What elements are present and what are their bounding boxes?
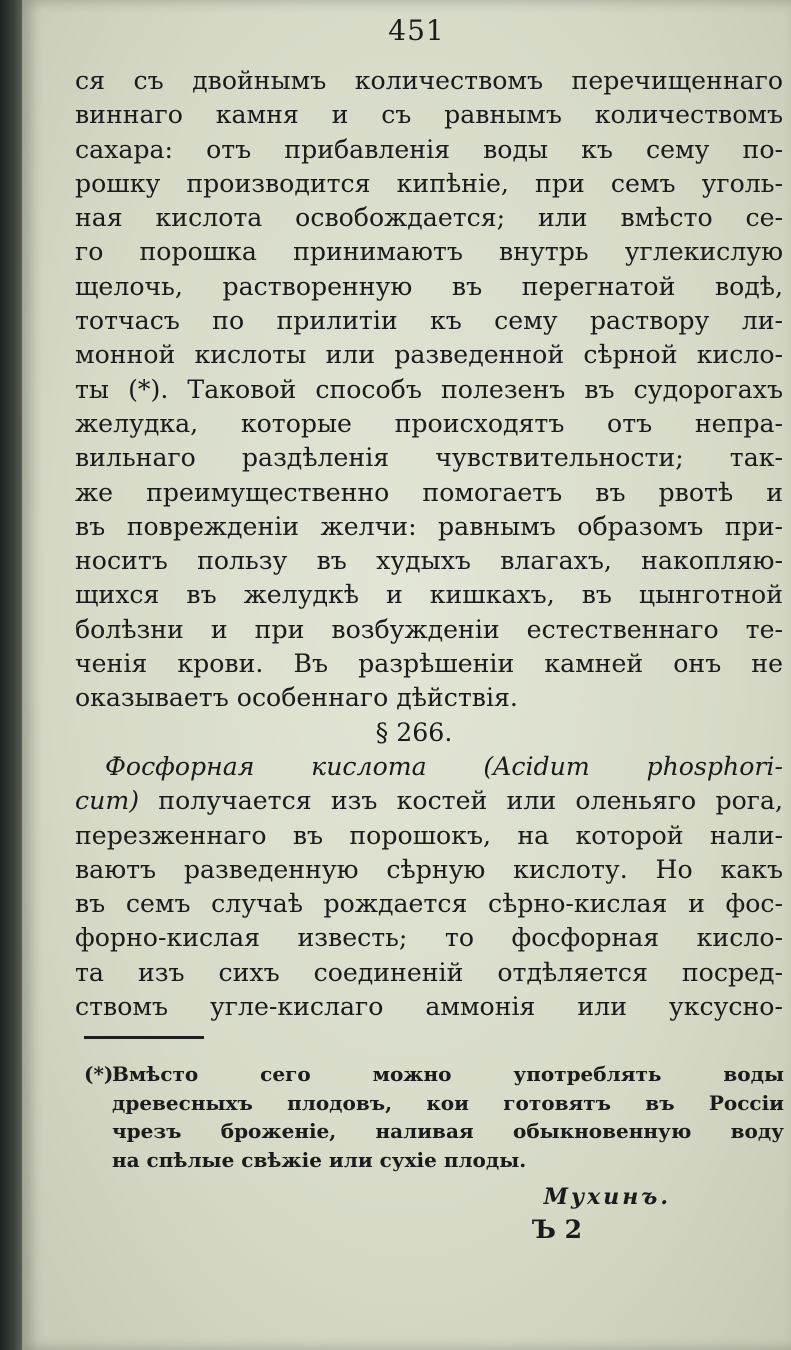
text-line: монной кислоты или разведенной сѣрной кисло- <box>75 340 783 370</box>
footnote-line <box>84 1060 784 1089</box>
footnote-text: Вмѣсто сего можно употреблять воды <box>112 1062 784 1086</box>
section-heading: § 266. <box>375 717 453 747</box>
footnote-marker: (*) <box>84 1062 114 1086</box>
footnote-signature: Мухинъ. <box>543 1184 671 1210</box>
footnote-line: чрезъ броженіе, наливая обыкновенную воду <box>112 1119 784 1143</box>
text-line: вильнаго раздѣленія чувствительности; так- <box>75 443 783 473</box>
text-line: сахара: отъ прибавленія воды къ сему по- <box>75 134 783 164</box>
main-text <box>75 64 783 1024</box>
text-line: виннаго камня и съ равнымъ количествомъ <box>75 100 783 130</box>
term-heading: Фосфорная кислота (Acidum phosphori- <box>105 751 783 781</box>
text-line: же преимущественно помогаетъ въ рвотѣ и <box>75 477 783 507</box>
footnote <box>84 1060 784 1174</box>
signature-mark: Ъ 2 <box>532 1215 583 1244</box>
text-line: оказываетъ особеннаго дѣйствія. <box>75 683 518 713</box>
text-line <box>75 784 783 818</box>
footnote-divider <box>84 1036 204 1039</box>
book-gutter <box>0 0 22 1350</box>
page-number: 451 <box>388 14 445 47</box>
text-line: го порошка принимаютъ внутрь углекислую <box>75 237 783 267</box>
text-line: носитъ пользу въ худыхъ влагахъ, накопляю- <box>75 546 783 576</box>
text-line: ная кислота освобождается; или вмѣсто се- <box>75 203 783 233</box>
text-line: ты (*). Таковой способъ полезенъ въ судорогахъ <box>75 374 783 404</box>
book-page <box>22 0 791 1350</box>
text-line: ся съ двойнымъ количествомъ перечищеннаго <box>75 66 783 95</box>
text-line: ваютъ разведенную сѣрную кислоту. Но какъ <box>75 854 783 884</box>
text-line: рошку производится кипѣніе, при семъ уголь- <box>75 168 783 198</box>
term-latin-end: cum) <box>75 786 140 816</box>
text-line: въ семъ случаѣ рождается сѣрно-кислая и фос- <box>75 889 783 919</box>
text-line: болѣзни и при возбужденіи естественнаго те- <box>75 614 783 644</box>
text-line: желудка, которые происходятъ отъ непра- <box>75 408 783 438</box>
text-line: ствомъ угле-кислаго аммонія или уксусно- <box>75 992 783 1022</box>
text-line: тотчасъ по прилитіи къ сему раствору ли- <box>75 306 783 336</box>
text-span: получается изъ костей или оленьяго рога, <box>139 786 783 816</box>
text-line: щелочь, растворенную въ перегнатой водѣ, <box>75 271 783 301</box>
text-line: въ поврежденіи желчи: равнымъ образомъ при- <box>75 511 783 541</box>
footnote-line: древесныхъ плодовъ, кои готовятъ въ Россіи <box>112 1090 784 1115</box>
text-line: форно-кислая известь; то фосфорная кисло- <box>75 923 783 953</box>
text-line: ченія крови. Въ разрѣшеніи камней онъ не <box>75 649 783 679</box>
footnote-line: на спѣлые свѣжіе или сухіе плоды. <box>112 1147 527 1172</box>
text-line: щихся въ желудкѣ и кишкахъ, въ цынготной <box>75 580 783 610</box>
text-line: перезженнаго въ порошокъ, на которой нали- <box>75 820 783 850</box>
text-line: та изъ сихъ соединеній отдѣляется посред- <box>75 957 783 987</box>
